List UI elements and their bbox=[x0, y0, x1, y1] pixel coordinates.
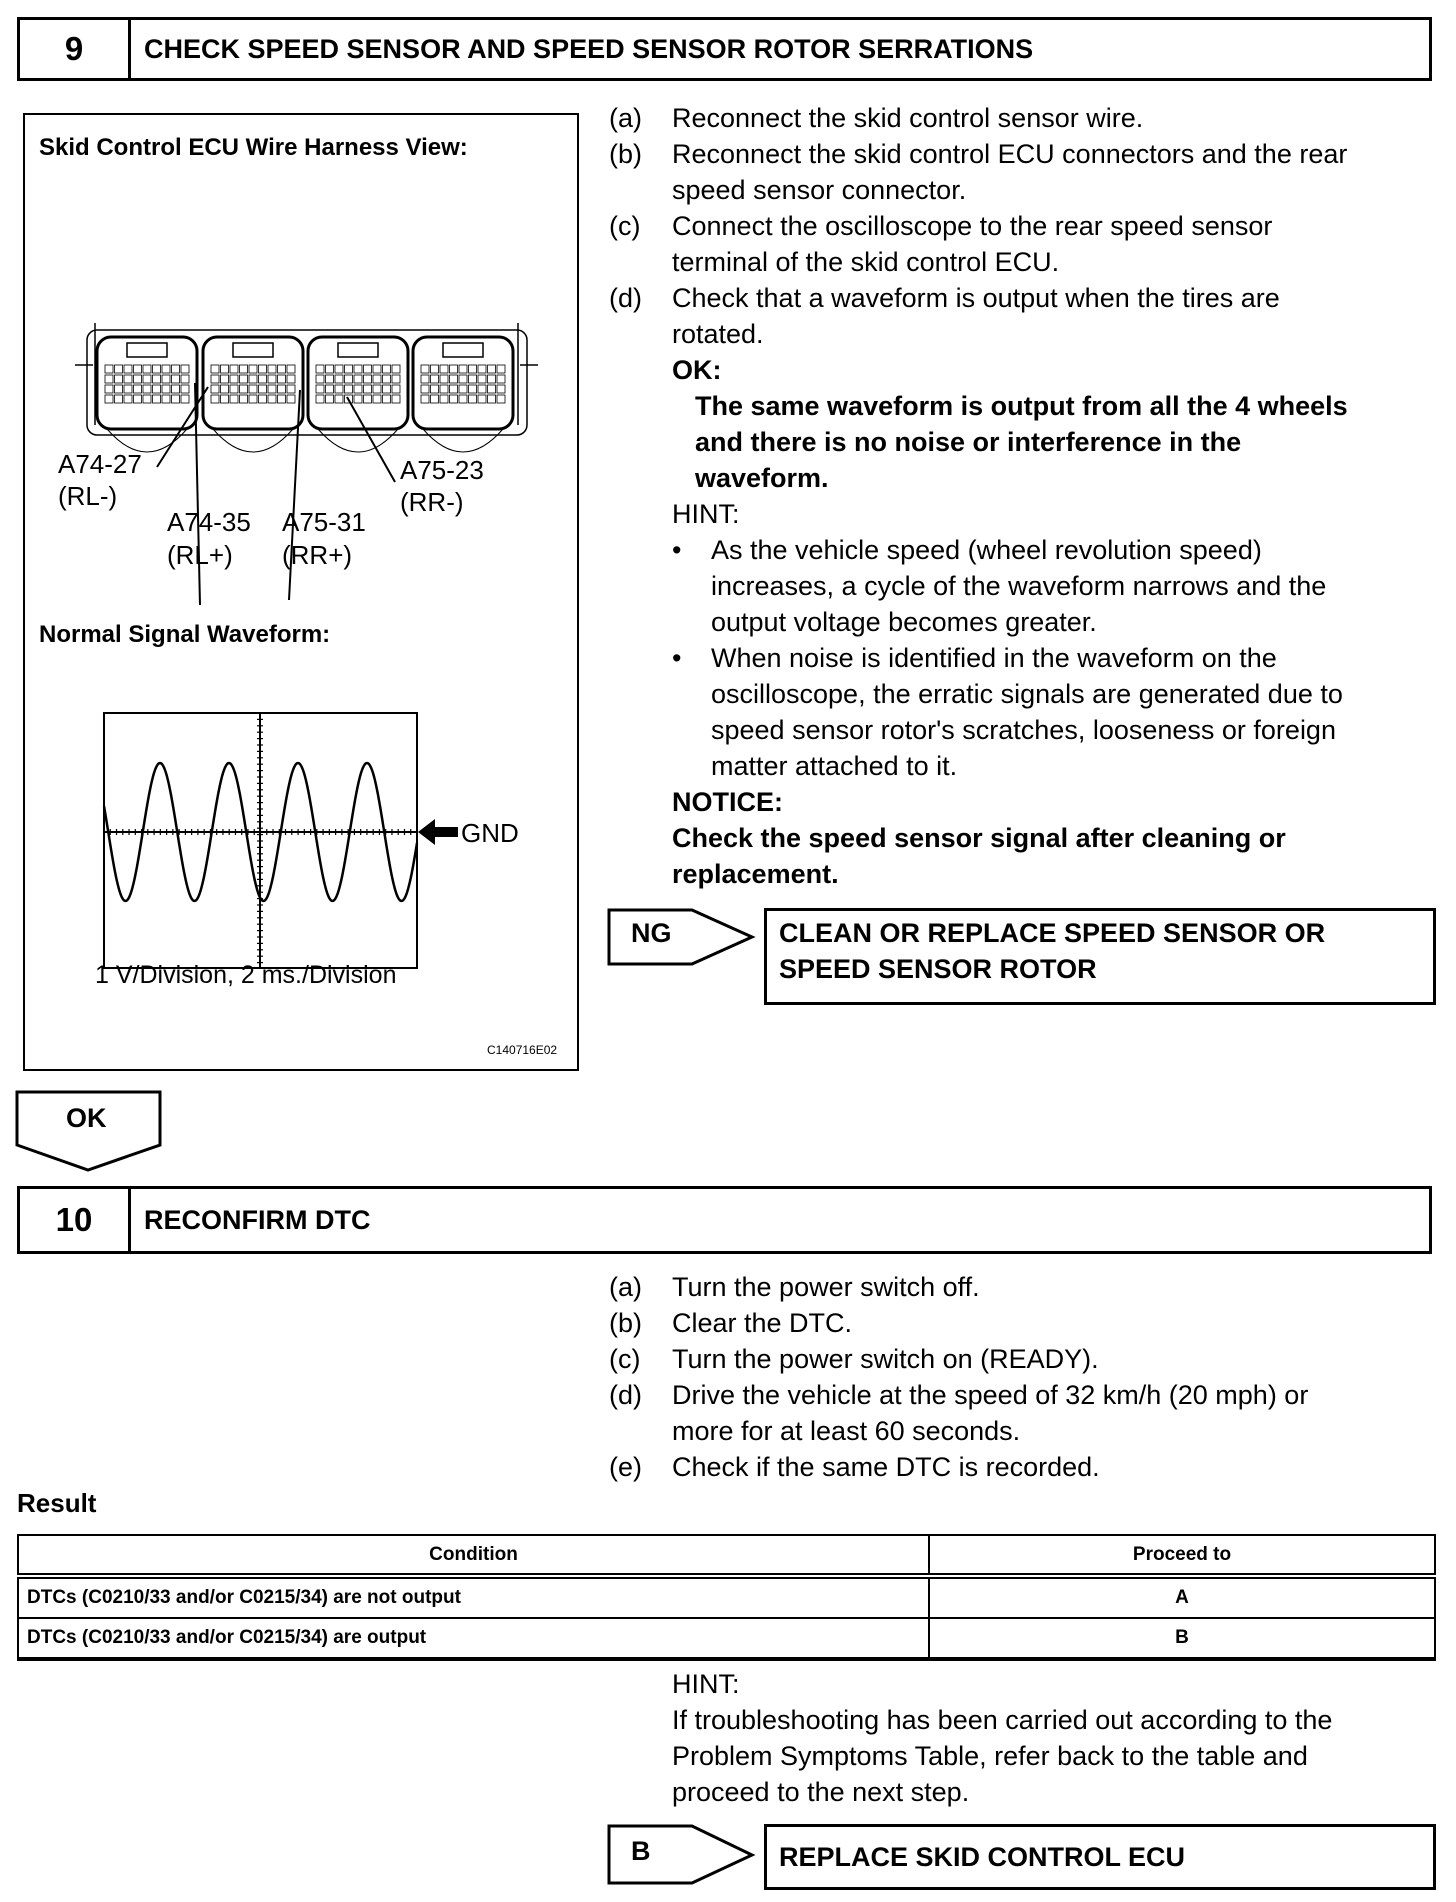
notice-line: Check the speed sensor signal after cleaning or bbox=[672, 823, 1286, 853]
ng-arrow-box bbox=[605, 905, 760, 970]
bullet-icon: • bbox=[672, 643, 682, 673]
hint-line: If troubleshooting has been carried out according to the bbox=[672, 1705, 1333, 1735]
hint-line: Problem Symptoms Table, refer back to the table and bbox=[672, 1741, 1308, 1771]
step-line: Clear the DTC. bbox=[672, 1308, 853, 1338]
notice-label: NOTICE: bbox=[672, 787, 783, 817]
table-row bbox=[18, 1618, 1435, 1659]
step-label: (d) bbox=[609, 283, 642, 313]
step-line: terminal of the skid control ECU. bbox=[672, 247, 1060, 277]
ok-criteria-line: The same waveform is output from all the 4 wheels bbox=[695, 391, 1348, 421]
step-label: (b) bbox=[609, 139, 642, 169]
step-item bbox=[609, 1449, 1449, 1485]
step-10-hint bbox=[672, 1666, 1452, 1810]
hint-line: proceed to the next step. bbox=[672, 1777, 970, 1807]
step-item bbox=[609, 1341, 1449, 1377]
bullet-icon: • bbox=[672, 535, 682, 565]
signal-label: (RR-) bbox=[400, 487, 464, 517]
step-9-header bbox=[17, 17, 1432, 81]
b-result-text: REPLACE SKID CONTROL ECU bbox=[779, 1842, 1186, 1872]
step-text bbox=[672, 1269, 980, 1305]
hint-label: HINT: bbox=[672, 499, 740, 529]
hint-line: When noise is identified in the waveform on the bbox=[711, 643, 1277, 673]
step-line: more for at least 60 seconds. bbox=[672, 1416, 1021, 1446]
proceed-cell: A bbox=[929, 1576, 1435, 1618]
hint-text bbox=[711, 640, 1343, 784]
step-item bbox=[609, 280, 1449, 352]
step-line: Turn the power switch on (READY). bbox=[672, 1344, 1099, 1374]
step-item bbox=[609, 136, 1449, 208]
step-9-instructions bbox=[609, 100, 1449, 892]
step-text bbox=[672, 136, 1347, 208]
ng-result-box bbox=[764, 908, 1436, 1005]
step-text bbox=[672, 1305, 852, 1341]
step-text bbox=[672, 1377, 1308, 1449]
waveform-title: Normal Signal Waveform: bbox=[39, 621, 331, 648]
table-header-row bbox=[18, 1535, 1435, 1576]
step-item bbox=[609, 1305, 1449, 1341]
step-line: rotated. bbox=[672, 319, 764, 349]
ok-criteria-line: waveform. bbox=[695, 463, 829, 493]
step-number: 9 bbox=[20, 20, 131, 78]
step-label: (a) bbox=[609, 1272, 642, 1302]
figure-panel bbox=[23, 113, 579, 1071]
step-10-header bbox=[17, 1186, 1432, 1254]
b-arrow-box bbox=[605, 1821, 760, 1888]
ok-label: OK: bbox=[672, 355, 722, 385]
table-row bbox=[18, 1576, 1435, 1618]
pin-label: A75-23 bbox=[400, 455, 484, 485]
step-label: (b) bbox=[609, 1308, 642, 1338]
condition-cell: DTCs (C0210/33 and/or C0215/34) are output bbox=[18, 1618, 929, 1659]
hint-label: HINT: bbox=[672, 1669, 740, 1699]
harness-view-title: Skid Control ECU Wire Harness View: bbox=[39, 134, 468, 161]
ng-result-line: SPEED SENSOR ROTOR bbox=[779, 954, 1097, 984]
step-label: (a) bbox=[609, 103, 642, 133]
proceed-cell: B bbox=[929, 1618, 1435, 1659]
signal-label: (RR+) bbox=[282, 540, 353, 570]
hint-line: matter attached to it. bbox=[711, 751, 958, 781]
ok-label: OK bbox=[66, 1103, 107, 1133]
scale-caption: 1 V/Division, 2 ms./Division bbox=[95, 961, 397, 989]
header-proceed-to: Proceed to bbox=[929, 1535, 1435, 1576]
step-line: Check that a waveform is output when the tires are bbox=[672, 283, 1280, 313]
step-number: 10 bbox=[20, 1189, 131, 1251]
step-line: speed sensor connector. bbox=[672, 175, 967, 205]
pin-label: A74-27 bbox=[58, 449, 142, 479]
step-label: (c) bbox=[609, 1344, 641, 1374]
result-label: Result bbox=[17, 1488, 97, 1518]
condition-cell: DTCs (C0210/33 and/or C0215/34) are not output bbox=[18, 1576, 929, 1618]
gnd-arrow-icon bbox=[418, 819, 458, 845]
step-line: Turn the power switch off. bbox=[672, 1272, 980, 1302]
step-item bbox=[609, 208, 1449, 280]
step-item bbox=[609, 1377, 1449, 1449]
hint-bullet-item bbox=[609, 640, 1449, 784]
notice-line: replacement. bbox=[672, 859, 839, 889]
step-10-instructions bbox=[609, 1269, 1449, 1485]
hint-bullet-item bbox=[609, 532, 1449, 640]
hint-line: output voltage becomes greater. bbox=[711, 607, 1097, 637]
pin-label: A74-35 bbox=[167, 507, 251, 537]
ng-result-line: CLEAN OR REPLACE SPEED SENSOR OR bbox=[779, 918, 1326, 948]
ok-criteria-line: and there is no noise or interference in the bbox=[695, 427, 1242, 457]
signal-label: (RL+) bbox=[167, 540, 233, 570]
step-line: Check if the same DTC is recorded. bbox=[672, 1452, 1100, 1482]
step-text bbox=[672, 1449, 1100, 1485]
hint-line: As the vehicle speed (wheel revolution speed) bbox=[711, 535, 1262, 565]
step-line: Drive the vehicle at the speed of 32 km/h (20 mph) or bbox=[672, 1380, 1309, 1410]
hint-line: speed sensor rotor's scratches, looseness or foreign bbox=[711, 715, 1336, 745]
step-text bbox=[672, 208, 1272, 280]
hint-line: oscilloscope, the erratic signals are generated due to bbox=[711, 679, 1343, 709]
hint-line: increases, a cycle of the waveform narrows and the bbox=[711, 571, 1327, 601]
hint-text bbox=[711, 532, 1326, 640]
step-line: Reconnect the skid control sensor wire. bbox=[672, 103, 1144, 133]
ng-label: NG bbox=[631, 918, 672, 948]
b-result-box bbox=[764, 1824, 1436, 1890]
step-label: (d) bbox=[609, 1380, 642, 1410]
gnd-label: GND bbox=[461, 818, 519, 848]
step-item bbox=[609, 100, 1449, 136]
signal-label: (RL-) bbox=[58, 481, 118, 511]
step-title: CHECK SPEED SENSOR AND SPEED SENSOR ROTOR SERRATIONS bbox=[144, 33, 1034, 64]
step-text bbox=[672, 100, 1143, 136]
pin-label: A75-31 bbox=[282, 507, 366, 537]
header-condition: Condition bbox=[18, 1535, 929, 1576]
step-line: Connect the oscilloscope to the rear speed sensor bbox=[672, 211, 1273, 241]
step-label: (e) bbox=[609, 1452, 642, 1482]
step-text bbox=[672, 280, 1280, 352]
step-title: RECONFIRM DTC bbox=[144, 1204, 371, 1235]
oscilloscope-waveform bbox=[25, 115, 581, 1073]
result-table bbox=[17, 1534, 1436, 1661]
step-text bbox=[672, 1341, 1099, 1377]
b-label: B bbox=[631, 1836, 651, 1866]
figure-id: C140716E02 bbox=[487, 1043, 558, 1057]
step-item bbox=[609, 1269, 1449, 1305]
step-line: Reconnect the skid control ECU connectors and the rear bbox=[672, 139, 1348, 169]
step-label: (c) bbox=[609, 211, 641, 241]
